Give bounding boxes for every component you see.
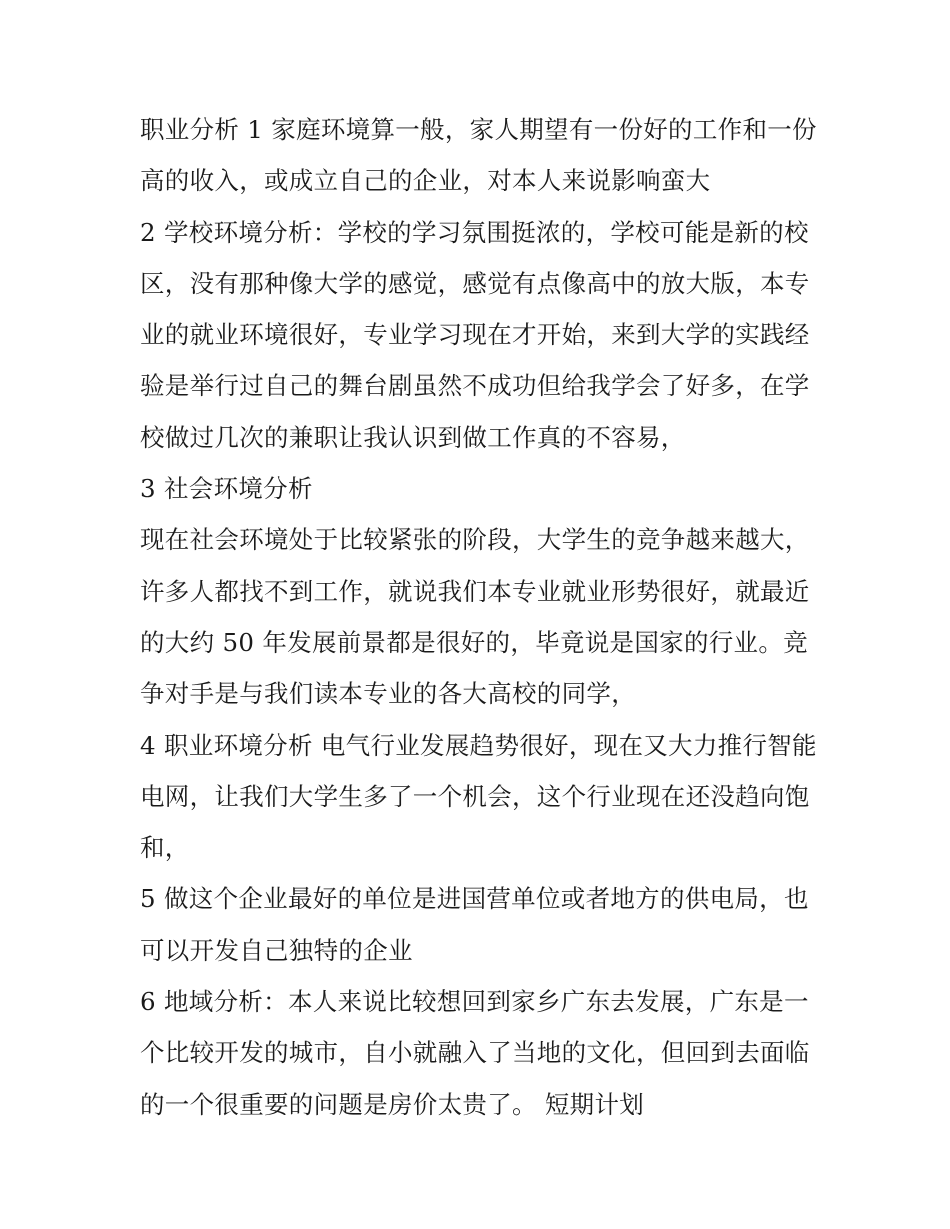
- text-line: 的大约 50 年发展前景都是很好的，毕竟说是国家的行业。竞: [140, 627, 808, 657]
- text-line: 职业分析 1 家庭环境算一般，家人期望有一份好的工作和一份: [140, 115, 817, 144]
- text-line: 业的就业环境很好，专业学习现在才开始，来到大学的实践经: [140, 320, 810, 350]
- text-line: 的一个很重要的问题是房价太贵了。 短期计划: [140, 1089, 645, 1119]
- text-line: 个比较开发的城市，自小就融入了当地的文化，但回到去面临: [140, 1038, 810, 1068]
- text-line: 区，没有那种像大学的感觉，感觉有点像高中的放大版，本专: [140, 268, 810, 298]
- text-line: 验是举行过自己的舞台剧虽然不成功但给我学会了好多，在学: [140, 371, 810, 401]
- text-line: 争对手是与我们读本专业的各大高校的同学，: [140, 679, 636, 709]
- text-line: 5 做这个企业最好的单位是进国营单位或者地方的供电局，也: [140, 884, 809, 914]
- text-line: 2 学校环境分析：学校的学习氛围挺浓的，学校可能是新的校: [140, 217, 809, 247]
- section-heading: 3 社会环境分析: [140, 474, 313, 504]
- text-line: 和，: [140, 833, 190, 863]
- document-body: [140, 104, 820, 1130]
- text-line: 校做过几次的兼职让我认识到做工作真的不容易，: [140, 422, 686, 452]
- text-line: 高的收入，或成立自己的企业，对本人来说影响蛮大: [140, 166, 711, 196]
- text-line: 现在社会环境处于比较紧张的阶段，大学生的竞争越来越大，: [140, 525, 810, 555]
- text-line: 4 职业环境分析 电气行业发展趋势很好，现在又大力推行智能: [140, 730, 817, 760]
- text-line: 许多人都找不到工作，就说我们本专业就业形势很好，就最近: [140, 576, 810, 606]
- text-line: 电网，让我们大学生多了一个机会，这个行业现在还没趋向饱: [140, 781, 810, 811]
- text-line: 可以开发自己独特的企业: [140, 935, 413, 965]
- text-line: 6 地域分析：本人来说比较想回到家乡广东去发展，广东是一: [140, 987, 809, 1017]
